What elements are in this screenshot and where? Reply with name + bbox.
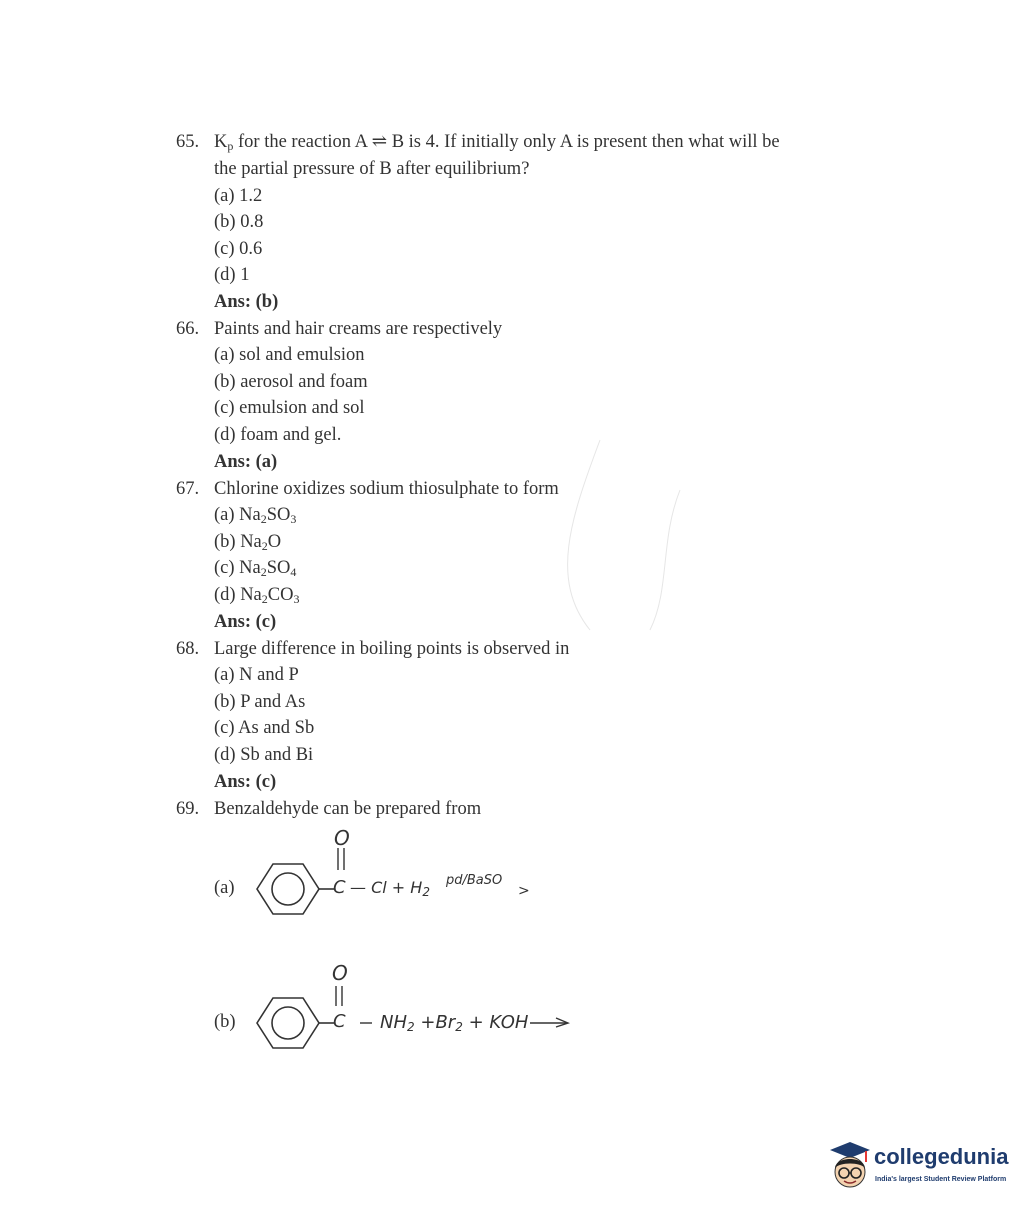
option: (a) 1.2 — [214, 186, 263, 206]
option: (a) N and P — [214, 665, 299, 685]
option: (c) emulsion and sol — [214, 398, 365, 418]
answer: Ans: (c) — [214, 612, 277, 632]
question-number: 67. — [176, 479, 200, 499]
option: (c) As and Sb — [214, 718, 315, 738]
faint-watermark-scribble — [420, 400, 840, 660]
oxygen-atom: O — [332, 961, 348, 985]
answer: Ans: (a) — [214, 452, 278, 472]
collegedunia-logo — [826, 1138, 1016, 1198]
question-number: 69. — [176, 799, 200, 819]
carbon-atom: C — [333, 877, 346, 898]
question-text: Benzaldehyde can be prepared from — [214, 799, 482, 819]
reagent: — $Cl + H_2$ — [350, 878, 430, 899]
option: (c) $Na_2SO_4$ — [214, 558, 297, 579]
option: (b) aerosol and foam — [214, 372, 368, 392]
benzene-ring — [257, 998, 319, 1048]
option-label: (b) — [214, 1012, 236, 1032]
option: (a) sol and emulsion — [214, 345, 365, 365]
benzene-ring — [257, 864, 319, 914]
logo-tagline: India's largest Student Review Platform — [875, 1176, 1007, 1183]
mascot-icon — [826, 1138, 872, 1198]
option: (b) $Na_2O$ — [214, 532, 282, 553]
option: (d) foam and gel. — [214, 425, 342, 445]
question-text-continued: the partial pressure of B after equilibrium? — [214, 159, 530, 179]
option: (c) 0.6 — [214, 239, 263, 259]
option: (d) $Na_2CO_3$ — [214, 585, 300, 606]
answer: Ans: (b) — [214, 292, 279, 312]
reaction-condition: pd/BaSO — [446, 873, 503, 888]
option: (b) P and As — [214, 692, 306, 712]
logo-wordmark: collegedunia — [874, 1144, 1009, 1169]
option: (d) 1 — [214, 265, 250, 285]
benzamide-structure — [250, 960, 590, 1050]
answer: Ans: (c) — [214, 772, 277, 792]
carbon-atom: C — [333, 1011, 346, 1032]
reagents: $NH_2 +Br_2$ + KOH — [380, 1012, 529, 1034]
question-text: Paints and hair creams are respectively — [214, 319, 503, 339]
option-label: (a) — [214, 878, 235, 898]
aromatic-circle — [272, 1007, 304, 1039]
question-text: Chlorine oxidizes sodium thiosulphate to form — [214, 479, 559, 499]
option: (d) Sb and Bi — [214, 745, 314, 765]
option: (b) 0.8 — [214, 212, 264, 232]
aromatic-circle — [272, 873, 304, 905]
question-text: Large difference in boiling points is observed in — [214, 639, 570, 659]
question-number: 65. — [176, 132, 200, 152]
reaction-arrow: > — [518, 883, 530, 899]
option: (a) $Na_2SO_3$ — [214, 505, 297, 526]
question-number: 68. — [176, 639, 200, 659]
oxygen-atom: O — [334, 826, 350, 850]
question-number: 66. — [176, 319, 200, 339]
question-text: $K_p$ for the reaction A ⇌ B is 4. If initially only A is present then what will be — [214, 132, 780, 153]
